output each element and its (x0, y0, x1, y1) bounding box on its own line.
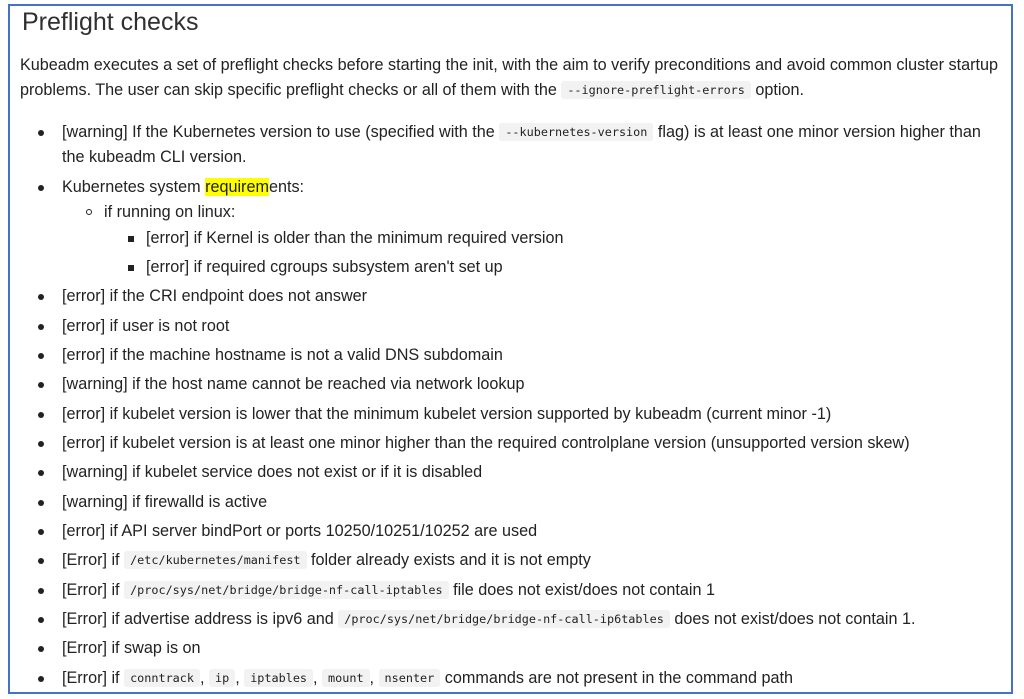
sub-sub-list-item: [error] if required cgroups subsystem aren't set up (146, 255, 503, 280)
page-title: Preflight checks (22, 8, 199, 36)
intro-paragraph (20, 53, 1005, 103)
bullet-icon (38, 130, 44, 136)
bullet-icon (38, 412, 44, 418)
sub-list-item: if running on linux: (104, 200, 235, 225)
list-item: [error] if user is not root (62, 314, 1010, 339)
list-item: [error] if API server bindPort or ports 10250/10251/10252 are used (62, 519, 1010, 544)
list-item: [error] if the CRI endpoint does not answer (62, 284, 1010, 309)
bullet-icon (38, 441, 44, 447)
intro-text-end: option. (750, 81, 804, 99)
manifest-path-code: /etc/kubernetes/manifest (124, 551, 306, 569)
circle-bullet-icon (86, 209, 92, 215)
document-frame (8, 4, 1013, 694)
ip-code: ip (209, 669, 235, 687)
mount-code: mount (322, 669, 370, 687)
kubernetes-version-code: --kubernetes-version (499, 123, 653, 141)
bullet-icon (38, 294, 44, 300)
bullet-icon (38, 588, 44, 594)
bullet-icon (38, 529, 44, 535)
list-item: [error] if the machine hostname is not a valid DNS subdomain (62, 343, 1010, 368)
bullet-icon (38, 324, 44, 330)
bullet-icon (38, 646, 44, 652)
iptables-code: iptables (244, 669, 313, 687)
bullet-icon (38, 617, 44, 623)
search-highlight: requirem (205, 178, 269, 196)
intro-text: Kubeadm executes a set of preflight checks before starting the init, with the aim to verify preconditions and avoid common cluster startup problems. The user can skip specific preflight checks or all of them with the (20, 56, 999, 99)
list-item: [warning] if firewalld is active (62, 490, 1010, 515)
list-item: [error] if kubelet version is lower that the minimum kubelet version supported by kubeadm (current minor -1) (62, 402, 1010, 427)
list-item: [error] if kubelet version is at least one minor higher than the required controlplane version (unsupported version skew) (62, 431, 1010, 456)
ip6tables-path-code: /proc/sys/net/bridge/bridge-nf-call-ip6tables (338, 610, 670, 628)
list-item: [Error] if /etc/kubernetes/manifest folder already exists and it is not empty (62, 548, 1010, 573)
bullet-icon (38, 382, 44, 388)
bullet-icon (38, 185, 44, 191)
iptables-path-code: /proc/sys/net/bridge/bridge-nf-call-iptables (124, 581, 449, 599)
list-item: Kubernetes system requirements: (62, 175, 1010, 200)
list-item: [Error] if conntrack , ip , iptables , mount , nsenter commands are not present in the command path (62, 666, 1010, 691)
bullet-icon (38, 676, 44, 682)
square-bullet-icon (128, 265, 134, 271)
list-item: [warning] if the host name cannot be reached via network lookup (62, 372, 1010, 397)
ignore-preflight-errors-code: --ignore-preflight-errors (561, 81, 751, 99)
bullet-icon (38, 353, 44, 359)
square-bullet-icon (128, 236, 134, 242)
list-item: [Error] if advertise address is ipv6 and /proc/sys/net/bridge/bridge-nf-call-ip6tables does not exist/does not contain 1. (62, 607, 1010, 632)
sub-sub-list-item: [error] if Kernel is older than the minimum required version (146, 226, 563, 251)
list-item: [Error] if /proc/sys/net/bridge/bridge-nf-call-iptables file does not exist/does not contain 1 (62, 578, 1010, 603)
bullet-icon (38, 558, 44, 564)
bullet-icon (38, 500, 44, 506)
list-item: [warning] if kubelet service does not exist or if it is disabled (62, 460, 1010, 485)
list-item: [warning] If the Kubernetes version to use (specified with the --kubernetes-version flag) is at least one minor version higher than the kubeadm CLI version. (62, 120, 1002, 170)
bullet-icon (38, 470, 44, 476)
list-item: [Error] if swap is on (62, 636, 1010, 661)
nsenter-code: nsenter (379, 669, 441, 687)
conntrack-code: conntrack (124, 669, 200, 687)
